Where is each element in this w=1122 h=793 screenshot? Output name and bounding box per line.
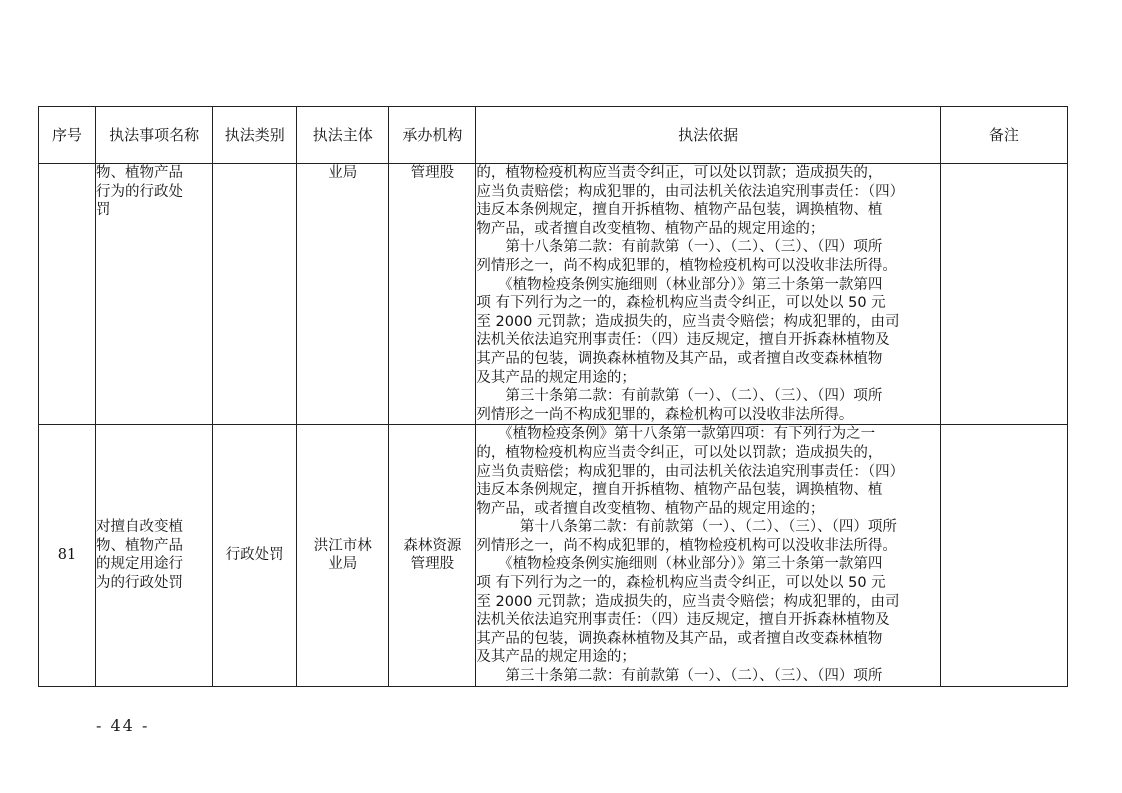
item-name-line: 罚	[96, 202, 111, 219]
header-remarks: 备注	[940, 107, 1067, 164]
legal-basis-line: 项 有下列行为之一的，森检机构应当责令纠正，可以处以 50 元	[476, 575, 886, 592]
enforcement-body-line: 洪江市林	[313, 537, 372, 554]
legal-basis-line: 《植物检疫条例》第十八条第一款第四项：有下列行为之一	[476, 426, 876, 443]
legal-basis-line: 《植物检疫条例实施细则（林业部分）》第三十条第一款第四	[476, 276, 883, 293]
table-header	[39, 107, 1068, 164]
legal-basis-line: 项 有下列行为之一的，森检机构应当责令纠正，可以处以 50 元	[476, 295, 886, 312]
enforcement-body-line: 业局	[328, 556, 358, 573]
legal-basis-line: 《植物检疫条例实施细则（林业部分）》第三十条第一款第四	[476, 556, 883, 573]
table-row	[39, 164, 1068, 425]
item-name-line: 物、植物产品	[96, 537, 184, 554]
legal-basis-line: 物产品，或者擅自改变植物、植物产品的规定用途的；	[476, 220, 825, 237]
legal-basis-cell	[476, 164, 940, 425]
serial-number-cell: 81	[39, 425, 96, 686]
serial-number-cell	[39, 164, 96, 425]
remarks-cell	[940, 164, 1067, 425]
item-name-line: 的规定用途行	[96, 556, 184, 573]
page-number: - 44 -	[96, 716, 150, 735]
item-name-cell	[96, 164, 213, 425]
legal-basis-line: 的，植物检疫机构应当责令纠正，可以处以罚款；造成损失的，	[476, 444, 883, 461]
enforcement-items-table	[38, 106, 1068, 687]
handling-agency-line: 管理股	[410, 165, 455, 181]
handling-agency-cell	[389, 425, 476, 686]
legal-basis-line: 物产品，或者擅自改变植物、植物产品的规定用途的；	[476, 500, 825, 517]
legal-basis-line: 应当负责赔偿；构成犯罪的，由司法机关依法追究刑事责任：（四）	[476, 463, 905, 480]
legal-basis-line: 列情形之一，尚不构成犯罪的，植物检疫机构可以没收非法所得。	[476, 537, 897, 554]
header-handling-agency: 承办机构	[389, 107, 476, 164]
legal-basis-line: 的，植物检疫机构应当责令纠正，可以处以罚款；造成损失的，	[476, 165, 883, 181]
legal-basis-line: 其产品的包装，调换森林植物及其产品，或者擅自改变森林植物	[476, 350, 883, 367]
handling-agency-cell	[389, 164, 476, 425]
legal-basis-line: 第三十条第二款：有前款第（一）、（二）、（三）、（四）项所	[476, 388, 883, 405]
legal-basis-line: 法机关依法追究刑事责任：（四）违反规定，擅自开拆森林植物及	[476, 332, 890, 349]
legal-basis-line: 至 2000 元罚款；造成损失的，应当责令赔偿；构成犯罪的，由司	[476, 313, 900, 330]
header-enforcement-category: 执法类别	[213, 107, 297, 164]
enforcement-body-cell	[297, 164, 389, 425]
legal-basis-line: 应当负责赔偿；构成犯罪的，由司法机关依法追究刑事责任：（四）	[476, 183, 905, 200]
item-name-line: 物、植物产品	[96, 165, 184, 181]
item-name-line: 行为的行政处	[96, 183, 184, 200]
item-name-line: 为的行政处罚	[96, 575, 184, 592]
legal-basis-line: 及其产品的规定用途的；	[476, 369, 636, 386]
legal-basis-line: 第十八条第二款：有前款第（一）、（二）、（三）、（四）项所	[476, 239, 883, 256]
enforcement-category-cell	[213, 164, 297, 425]
legal-basis-line: 法机关依法追究刑事责任：（四）违反规定，擅自开拆森林植物及	[476, 612, 890, 629]
item-name-line: 对擅自改变植	[96, 519, 184, 536]
legal-basis-line: 至 2000 元罚款；造成损失的，应当责令赔偿；构成犯罪的，由司	[476, 593, 900, 610]
legal-basis-line: 其产品的包装，调换森林植物及其产品，或者擅自改变森林植物	[476, 630, 883, 647]
header-item-name: 执法事项名称	[96, 107, 213, 164]
header-enforcement-body: 执法主体	[297, 107, 389, 164]
enforcement-body-line: 业局	[328, 165, 358, 181]
legal-basis-line: 第三十条第二款：有前款第（一）、（二）、（三）、（四）项所	[476, 668, 883, 685]
enforcement-category-cell: 行政处罚	[213, 425, 297, 686]
table-row	[39, 425, 1068, 686]
item-name-cell	[96, 425, 213, 686]
header-serial-number: 序号	[39, 107, 96, 164]
legal-basis-line: 违反本条例规定，擅自开拆植物、植物产品包装，调换植物、植	[476, 482, 883, 499]
legal-basis-line: 违反本条例规定，擅自开拆植物、植物产品包装，调换植物、植	[476, 202, 883, 219]
header-legal-basis: 执法依据	[476, 107, 940, 164]
enforcement-body-cell	[297, 425, 389, 686]
handling-agency-line: 管理股	[410, 556, 455, 573]
remarks-cell	[940, 425, 1067, 686]
legal-basis-line: 列情形之一尚不构成犯罪的，森检机构可以没收非法所得。	[476, 406, 854, 423]
handling-agency-line: 森林资源	[403, 537, 462, 554]
legal-basis-line: 列情形之一，尚不构成犯罪的，植物检疫机构可以没收非法所得。	[476, 257, 897, 274]
legal-basis-line: 第十八条第二款：有前款第（一）、（二）、（三）、（四）项所	[476, 519, 897, 536]
legal-basis-line: 及其产品的规定用途的；	[476, 649, 636, 666]
legal-basis-cell	[476, 425, 940, 686]
